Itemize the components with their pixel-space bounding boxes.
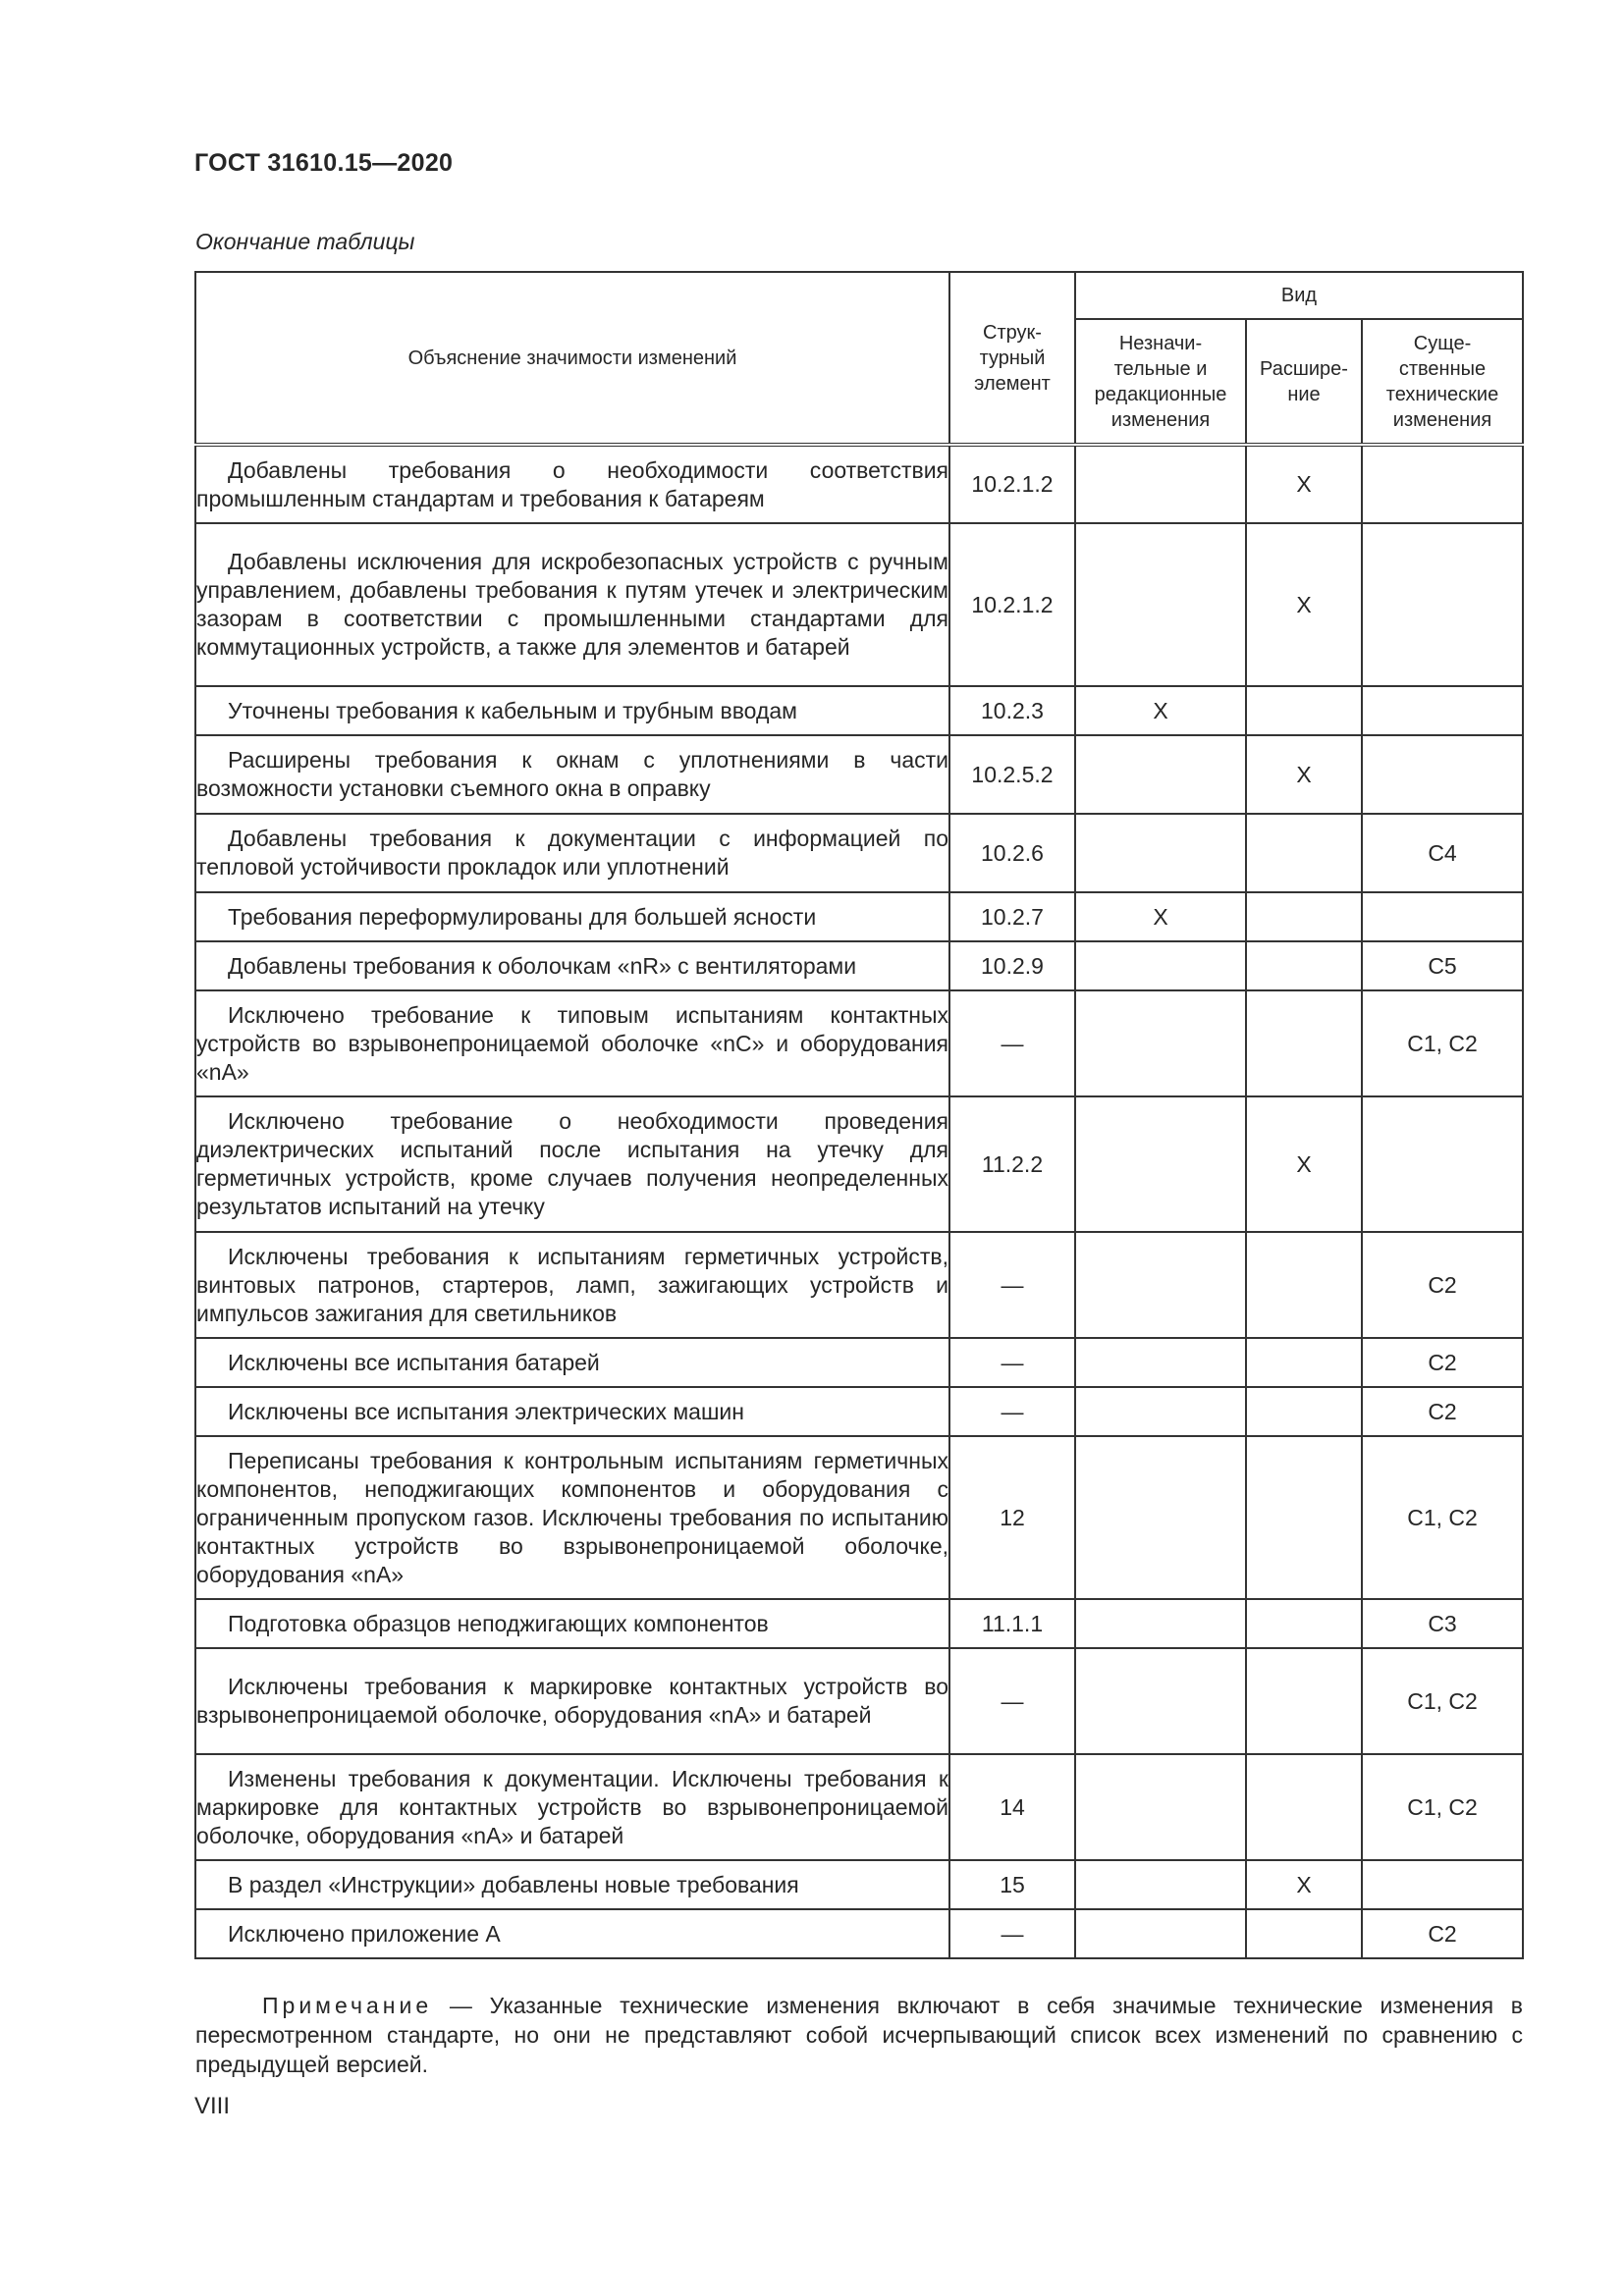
table-row xyxy=(195,814,1523,892)
structural-element-cell: 10.2.6 xyxy=(949,814,1075,892)
change-explanation xyxy=(195,445,949,523)
table-row xyxy=(195,1909,1523,1958)
extension-cell: X xyxy=(1246,523,1362,686)
minor-change-cell xyxy=(1075,523,1246,686)
technical-change-cell: C4 xyxy=(1362,814,1523,892)
table-row xyxy=(195,1232,1523,1338)
table-row xyxy=(195,523,1523,686)
technical-change-cell: C1, C2 xyxy=(1362,990,1523,1096)
change-explanation-text: Исключены все испытания электрических машин xyxy=(228,1398,744,1424)
structural-element-cell: — xyxy=(949,1338,1075,1387)
change-explanation-text: Исключено приложение А xyxy=(228,1920,501,1947)
change-explanation-text: Изменены требования к документации. Исключены требования к маркировке для контактных устройств во взрывонепроницаемой оболочке, оборудования «nA» и батарей xyxy=(196,1765,948,1848)
minor-change-cell: X xyxy=(1075,892,1246,941)
table-body xyxy=(195,445,1523,1958)
table-row xyxy=(195,990,1523,1096)
table-row xyxy=(195,1436,1523,1599)
technical-change-cell: C2 xyxy=(1362,1338,1523,1387)
extension-cell xyxy=(1246,1648,1362,1754)
extension-cell: X xyxy=(1246,1860,1362,1909)
change-explanation-text: Исключены требования к испытаниям герметичных устройств, винтовых патронов, стартеров, ламп, зажигающих устройств и импульсов зажигания для светильников xyxy=(196,1243,948,1326)
column-header-element: Струк- турный элемент xyxy=(949,272,1075,445)
changes-table xyxy=(194,271,1524,1959)
table-row xyxy=(195,686,1523,735)
structural-element-cell: 10.2.1.2 xyxy=(949,523,1075,686)
change-explanation-text: Добавлены требования о необходимости соответствия промышленным стандартам и требования к батареям xyxy=(196,456,948,511)
change-explanation-text: Требования переформулированы для большей ясности xyxy=(228,903,817,930)
extension-cell xyxy=(1246,814,1362,892)
change-explanation xyxy=(195,1860,949,1909)
change-explanation-text: Расширены требования к окнам с уплотнениями в части возможности установки съемного окна в оправку xyxy=(196,747,948,801)
change-explanation-text: Исключены требования к маркировке контактных устройств во взрывонепроницаемой оболочке, оборудования «nA» и батарей xyxy=(196,1674,948,1728)
change-explanation xyxy=(195,523,949,686)
structural-element-cell: — xyxy=(949,1387,1075,1436)
change-explanation xyxy=(195,1232,949,1338)
column-header-technical: Суще- ственные технические изменения xyxy=(1362,319,1523,445)
change-explanation xyxy=(195,686,949,735)
technical-change-cell: C1, C2 xyxy=(1362,1436,1523,1599)
technical-change-cell xyxy=(1362,735,1523,814)
change-explanation xyxy=(195,892,949,941)
minor-change-cell xyxy=(1075,1436,1246,1599)
column-header-extension: Расшире- ние xyxy=(1246,319,1362,445)
minor-change-cell xyxy=(1075,1599,1246,1648)
table-row xyxy=(195,1860,1523,1909)
technical-change-cell xyxy=(1362,686,1523,735)
change-explanation-text: Добавлены требования к документации с информацией по тепловой устойчивости прокладок или уплотнений xyxy=(196,826,948,880)
minor-change-cell xyxy=(1075,1232,1246,1338)
change-explanation xyxy=(195,1909,949,1958)
structural-element-cell: — xyxy=(949,1232,1075,1338)
extension-cell xyxy=(1246,1338,1362,1387)
structural-element-cell: — xyxy=(949,1648,1075,1754)
change-explanation xyxy=(195,1096,949,1232)
minor-change-cell xyxy=(1075,1860,1246,1909)
change-explanation-text: Исключено требование к типовым испытаниям контактных устройств во взрывонепроницаемой оболочке «nC» и оборудования «nA» xyxy=(196,1001,948,1085)
minor-change-cell: X xyxy=(1075,686,1246,735)
extension-cell xyxy=(1246,1387,1362,1436)
table-row xyxy=(195,1599,1523,1648)
structural-element-cell: 10.2.7 xyxy=(949,892,1075,941)
document-code: ГОСТ 31610.15—2020 xyxy=(194,149,454,177)
change-explanation xyxy=(195,1387,949,1436)
technical-change-cell: C2 xyxy=(1362,1909,1523,1958)
change-explanation xyxy=(195,1599,949,1648)
minor-change-cell xyxy=(1075,814,1246,892)
table-row xyxy=(195,445,1523,523)
extension-cell xyxy=(1246,1436,1362,1599)
table-row xyxy=(195,735,1523,814)
change-explanation-text: Исключены все испытания батарей xyxy=(228,1349,600,1375)
minor-change-cell xyxy=(1075,1909,1246,1958)
change-explanation-text: Переписаны требования к контрольным испытаниям герметичных компонентов, неподжигающих компонентов и оборудования с ограниченным пропуском газов. Исключены требования по испытанию контактных устройств во взрывонепроницаемой оболочке, оборудования «nA» xyxy=(196,1447,948,1587)
change-explanation xyxy=(195,814,949,892)
technical-change-cell xyxy=(1362,892,1523,941)
structural-element-cell: 10.2.9 xyxy=(949,941,1075,990)
technical-change-cell: C3 xyxy=(1362,1599,1523,1648)
extension-cell: X xyxy=(1246,735,1362,814)
change-explanation xyxy=(195,990,949,1096)
table-row xyxy=(195,941,1523,990)
technical-change-cell: C2 xyxy=(1362,1232,1523,1338)
structural-element-cell: 11.2.2 xyxy=(949,1096,1075,1232)
change-explanation-text: В раздел «Инструкции» добавлены новые требования xyxy=(228,1871,799,1897)
column-header-type-group: Вид xyxy=(1075,272,1523,319)
change-explanation xyxy=(195,1648,949,1754)
structural-element-cell: — xyxy=(949,1909,1075,1958)
technical-change-cell xyxy=(1362,1860,1523,1909)
table-row xyxy=(195,1338,1523,1387)
minor-change-cell xyxy=(1075,1754,1246,1860)
extension-cell xyxy=(1246,686,1362,735)
technical-change-cell xyxy=(1362,445,1523,523)
minor-change-cell xyxy=(1075,941,1246,990)
table-caption: Окончание таблицы xyxy=(195,229,415,254)
extension-cell xyxy=(1246,1599,1362,1648)
structural-element-cell: 10.2.3 xyxy=(949,686,1075,735)
extension-cell xyxy=(1246,990,1362,1096)
minor-change-cell xyxy=(1075,445,1246,523)
minor-change-cell xyxy=(1075,990,1246,1096)
change-explanation xyxy=(195,1436,949,1599)
technical-change-cell: C5 xyxy=(1362,941,1523,990)
extension-cell xyxy=(1246,892,1362,941)
table-row xyxy=(195,1648,1523,1754)
note-text: — Указанные технические изменения включают в себя значимые технические изменения в пересмотренном стандарте, но они не представляют собой исчерпывающий список всех изменений по сравнению с предыдущей версией. xyxy=(195,1993,1523,2077)
structural-element-cell: 12 xyxy=(949,1436,1075,1599)
extension-cell xyxy=(1246,1232,1362,1338)
technical-change-cell: C2 xyxy=(1362,1387,1523,1436)
minor-change-cell xyxy=(1075,735,1246,814)
extension-cell xyxy=(1246,1754,1362,1860)
column-header-minor: Незначи- тельные и редакционные изменения xyxy=(1075,319,1246,445)
structural-element-cell: — xyxy=(949,990,1075,1096)
page-number: VIII xyxy=(194,2093,231,2119)
technical-change-cell: C1, C2 xyxy=(1362,1754,1523,1860)
structural-element-cell: 11.1.1 xyxy=(949,1599,1075,1648)
structural-element-cell: 15 xyxy=(949,1860,1075,1909)
table-note xyxy=(195,1991,1523,2079)
structural-element-cell: 14 xyxy=(949,1754,1075,1860)
minor-change-cell xyxy=(1075,1096,1246,1232)
table-row xyxy=(195,1754,1523,1860)
change-explanation-text: Исключено требование о необходимости проведения диэлектрических испытаний после испытания на утечку для герметичных устройств, кроме случаев получения неопределенных результатов испытаний на утечку xyxy=(196,1108,948,1219)
extension-cell: X xyxy=(1246,445,1362,523)
minor-change-cell xyxy=(1075,1648,1246,1754)
structural-element-cell: 10.2.1.2 xyxy=(949,445,1075,523)
table-row xyxy=(195,892,1523,941)
technical-change-cell: C1, C2 xyxy=(1362,1648,1523,1754)
extension-cell xyxy=(1246,1909,1362,1958)
table-row xyxy=(195,1096,1523,1232)
minor-change-cell xyxy=(1075,1338,1246,1387)
column-header-explanation: Объяснение значимости изменений xyxy=(195,272,949,445)
change-explanation-text: Добавлены исключения для искробезопасных устройств с ручным управлением, добавлены требования к путям утечек и электрическим зазорам в соответствии с промышленными стандартами для коммутационных устройств, а также для элементов и батарей xyxy=(196,549,948,660)
change-explanation xyxy=(195,941,949,990)
minor-change-cell xyxy=(1075,1387,1246,1436)
table-row xyxy=(195,1387,1523,1436)
technical-change-cell xyxy=(1362,1096,1523,1232)
note-label: Примечание xyxy=(262,1993,433,2018)
extension-cell xyxy=(1246,941,1362,990)
extension-cell: X xyxy=(1246,1096,1362,1232)
change-explanation xyxy=(195,1338,949,1387)
change-explanation xyxy=(195,735,949,814)
change-explanation-text: Добавлены требования к оболочкам «nR» с вентиляторами xyxy=(228,952,857,979)
change-explanation-text: Уточнены требования к кабельным и трубным вводам xyxy=(228,697,797,723)
change-explanation-text: Подготовка образцов неподжигающих компонентов xyxy=(228,1610,769,1636)
change-explanation xyxy=(195,1754,949,1860)
technical-change-cell xyxy=(1362,523,1523,686)
structural-element-cell: 10.2.5.2 xyxy=(949,735,1075,814)
